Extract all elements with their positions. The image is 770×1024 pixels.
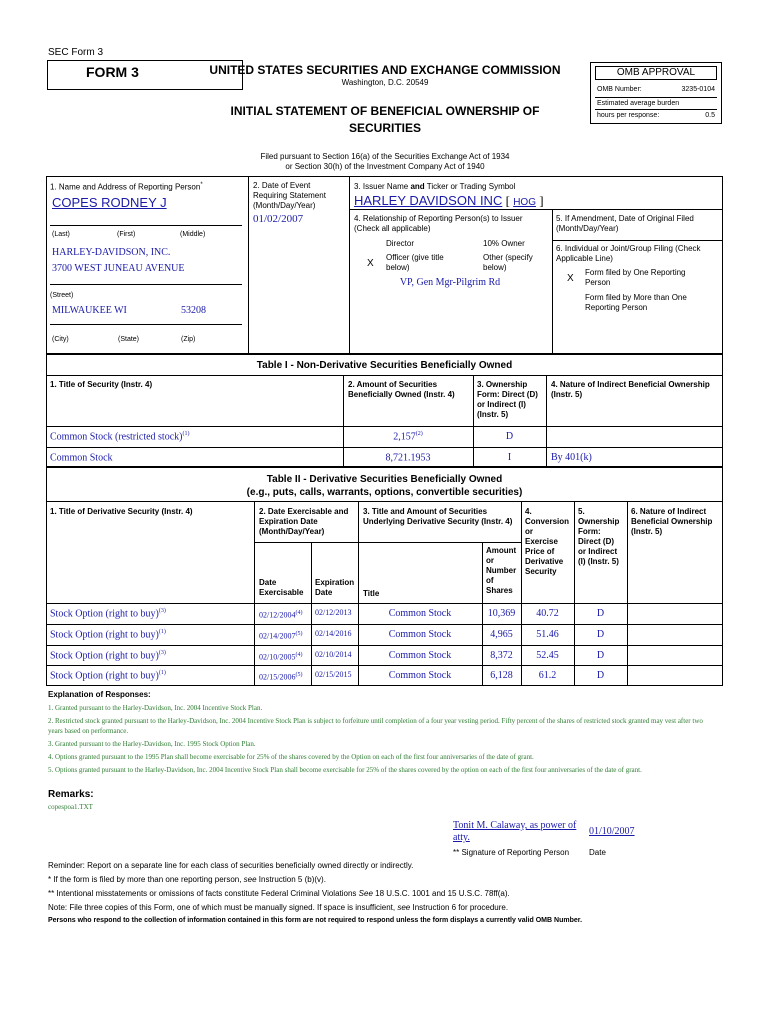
t2-row2-shares: 4,965 (490, 629, 513, 640)
box4-label: 4. Relationship of Reporting Person(s) to Issuer (Check all applicable) (354, 214, 523, 233)
t2-row4-exercisable: 02/15/2006$^{(5)}$ (259, 672, 303, 682)
omb-title: OMB APPROVAL (595, 66, 717, 80)
t1-row2-title: Common Stock (50, 452, 113, 464)
box5-label: 5. If Amendment, Date of Original Filed (Month/Day/Year) (556, 214, 694, 233)
t2-row4-form: D (596, 670, 605, 681)
explanation-item-4: 4. Options granted pursuant to the 1995 Plan shall become exercisable for 25% of the shares covered by the Option on each of the first four anniversaries of the date of grant. (48, 753, 534, 761)
last-label: (Last) (52, 231, 70, 238)
sec-form-label: SEC Form 3 (48, 47, 104, 58)
form-title: FORM 3 (86, 64, 139, 80)
table2-title-1: Table II - Derivative Securities Beneficially Owned (266, 474, 503, 485)
commission-location: Washington, D.C. 20549 (341, 78, 429, 87)
t1-col1-header: 1. Title of Security (Instr. 4) (50, 380, 153, 389)
explanation-item-5: 5. Options granted pursuant to the Harley-Davidson, Inc. 2004 Incentive Stock Plan shall become exercisable for 25% of the shares covered by the option on each of the first four anniversaries of the date of grant. (48, 766, 642, 774)
t2-row3-form: D (596, 650, 605, 661)
signature-date: 01/10/2007 (589, 826, 635, 837)
officer-title: VP, Gen Mgr-Pilgrim Rd (399, 277, 501, 288)
omb-burden-label: Estimated average burden (597, 100, 680, 107)
t2-row2-title: Stock Option (right to buy)$^{(1)}$ (50, 629, 166, 641)
ten-percent-label: 10% Owner (483, 239, 525, 248)
t2-col2-sub2: Expiration Date (315, 578, 355, 597)
remarks-title: Remarks: (48, 789, 94, 800)
first-label: (First) (117, 231, 136, 238)
omb-hours-label: hours per response: (597, 112, 660, 119)
commission-title: UNITED STATES SECURITIES AND EXCHANGE COMMISSION (209, 63, 561, 77)
t2-row2-underlying: Common Stock (388, 629, 452, 640)
signature-name: Tonit M. Calaway, as power of atty. (453, 820, 577, 843)
director-label: Director (386, 239, 415, 248)
t2-row2-price: 51.46 (536, 629, 559, 640)
filed-pursuant-1: Filed pursuant to Section 16(a) of the Securities Exchange Act of 1934 (260, 152, 510, 161)
t1-row2-amount: 8,721.1953 (385, 452, 431, 464)
table1-title: Table I - Non-Derivative Securities Beneficially Owned (256, 360, 513, 371)
t1-row2-form: I (507, 452, 512, 463)
omb-number-label: OMB Number: (597, 86, 642, 93)
date-label: Date (589, 848, 606, 857)
other-label: Other (specify below) (483, 253, 533, 272)
state-label: (State) (118, 336, 140, 343)
city-value: MILWAUKEE WI (52, 305, 127, 316)
t2-row3-expiration: 02/10/2014 (315, 650, 352, 659)
t2-row2-form: D (596, 629, 605, 640)
zip-label: (Zip) (181, 336, 196, 343)
officer-label: Officer (give title below) (386, 253, 444, 272)
footer-note-1: * If the form is filed by more than one reporting person, see Instruction 5 (b)(v). (48, 875, 326, 884)
t2-row1-form: D (596, 608, 605, 619)
box2-label: 2. Date of Event Requiring Statement (Month/Day/Year) (253, 181, 326, 210)
t1-col2-header: 2. Amount of Securities Beneficially Owned (Instr. 4) (348, 380, 455, 399)
t2-row2-exercisable: 02/14/2007$^{(5)}$ (259, 631, 303, 641)
street-label: (Street) (50, 292, 74, 299)
city-label: (City) (52, 336, 69, 343)
t2-col1-header: 1. Title of Derivative Security (Instr. 4) (50, 507, 193, 516)
footer-note-2: ** Intentional misstatements or omissions of facts constitute Federal Criminal Violations See 18 U.S.C. 1001 and 15 U.S.C. 78ff(a). (48, 889, 510, 898)
issuer-name[interactable]: HARLEY DAVIDSON INC (354, 193, 503, 208)
t2-row3-price: 52.45 (536, 650, 559, 661)
t1-col4-header: 4. Nature of Indirect Beneficial Ownership (Instr. 5) (551, 380, 710, 399)
t2-row3-title: Stock Option (right to buy)$^{(3)}$ (50, 650, 166, 662)
filed-pursuant-2: or Section 30(h) of the Investment Company Act of 1940 (285, 162, 485, 171)
t1-col3-header: 3. Ownership Form: Direct (D) or Indirect (I) (Instr. 5) (477, 380, 538, 419)
t2-row1-underlying: Common Stock (388, 608, 452, 619)
address-line-2: 3700 WEST JUNEAU AVENUE (52, 263, 185, 274)
t2-row1-shares: 10,369 (487, 608, 516, 619)
t1-row1-title: Common Stock (restricted stock)$^{(1)}$ (50, 431, 190, 443)
footer-omb-notice: Persons who respond to the collection of information contained in this form are not required to respond unless the form displays a currently valid OMB Number. (48, 917, 583, 924)
t2-col6-header: 6. Nature of Indirect Beneficial Ownership (Instr. 5) (631, 507, 713, 536)
signature-label: ** Signature of Reporting Person (453, 848, 570, 857)
t2-row4-underlying: Common Stock (388, 670, 452, 681)
t2-row3-shares: 8,372 (490, 650, 513, 661)
t2-row3-exercisable: 02/10/2005$^{(4)}$ (259, 652, 303, 662)
box3-label: 3. Issuer Name and Ticker or Trading Symbol (354, 182, 516, 191)
t2-col2-header: 2. Date Exercisable and Expiration Date (Month/Day/Year) (259, 507, 349, 536)
address-line-1: HARLEY-DAVIDSON, INC. (52, 247, 171, 258)
more-person-label: Form filed by More than One Reporting Person (585, 293, 687, 312)
remarks-text: copespoa1.TXT (48, 803, 93, 811)
omb-approval-box (590, 62, 722, 124)
t1-row1-form: D (505, 431, 514, 442)
t2-row1-exercisable: 02/12/2004$^{(4)}$ (259, 610, 303, 620)
t2-col3-sub1: Title (363, 589, 380, 598)
t2-col3-sub2: Amount or Number of Shares (486, 546, 517, 595)
t2-row4-expiration: 02/15/2015 (315, 670, 352, 679)
t2-col2-sub1: Date Exercisable (259, 578, 304, 597)
t2-col3-header: 3. Title and Amount of Securities Underlying Derivative Security (Instr. 4) (363, 507, 513, 526)
reporting-person-name[interactable]: COPES RODNEY J (52, 195, 167, 210)
explanation-item-3: 3. Granted pursuant to the Harley-Davidson, Inc. 1995 Stock Option Plan. (48, 740, 256, 748)
officer-check: X (367, 258, 374, 269)
one-person-check: X (567, 273, 574, 284)
statement-title-2: SECURITIES (348, 121, 421, 135)
omb-hours-value: 0.5 (705, 112, 715, 119)
footer-note-3: Note: File three copies of this Form, one of which must be manually signed. If space is insufficient, see Instruction 6 for procedure. (48, 903, 509, 912)
t1-row1-amount: 2,157$^{(2)}$ (393, 431, 423, 443)
issuer-ticker[interactable]: HOG (513, 197, 536, 208)
one-person-label: Form filed by One Reporting Person (585, 268, 686, 287)
box6-label: 6. Individual or Joint/Group Filing (Check Applicable Line) (556, 244, 701, 263)
t1-row2-nature: By 401(k) (551, 452, 592, 463)
t2-col4-header: 4. Conversion or Exercise Price of Derivative Security (525, 507, 570, 576)
t2-row2-expiration: 02/14/2016 (315, 629, 352, 638)
t2-row1-expiration: 02/12/2013 (315, 608, 352, 617)
box1-label: 1. Name and Address of Reporting Person* (50, 182, 203, 192)
explanation-list (48, 703, 718, 778)
t2-row3-underlying: Common Stock (388, 650, 452, 661)
middle-label: (Middle) (180, 231, 206, 238)
statement-title-1: INITIAL STATEMENT OF BENEFICIAL OWNERSHIP OF (230, 104, 540, 118)
t2-row1-title: Stock Option (right to buy)$^{(3)}$ (50, 608, 166, 620)
event-date: 01/02/2007 (253, 213, 304, 225)
t2-row1-price: 40.72 (536, 608, 559, 619)
zip-value: 53208 (181, 305, 206, 316)
omb-number-value: 3235-0104 (681, 86, 715, 93)
t2-row4-title: Stock Option (right to buy)$^{(1)}$ (50, 670, 166, 682)
explanation-title: Explanation of Responses: (48, 690, 151, 699)
table2-title-2: (e.g., puts, calls, warrants, options, convertible securities) (246, 487, 523, 498)
t2-row4-shares: 6,128 (490, 670, 513, 681)
explanation-item-2: 2. Restricted stock granted pursuant to the Harley-Davidson, Inc. 2004 Incentive Stock Plan is subject to forfeiture until completion of a four year vesting period. Fifty percent of the shares of restricted stock granted may vest after two years based on performance. (48, 717, 703, 735)
issuer-line: HARLEY DAVIDSON INC [ HOG ] (354, 193, 544, 208)
footer-reminder: Reminder: Report on a separate line for each class of securities beneficially owned directly or indirectly. (48, 861, 414, 870)
t2-row4-price: 61.2 (538, 670, 557, 681)
t2-col5-header: 5. Ownership Form: Direct (D) or Indirect (I) (Instr. 5) (578, 507, 620, 566)
explanation-item-1: 1. Granted pursuant to the Harley-Davidson, Inc. 2004 Incentive Stock Plan. (48, 704, 263, 712)
